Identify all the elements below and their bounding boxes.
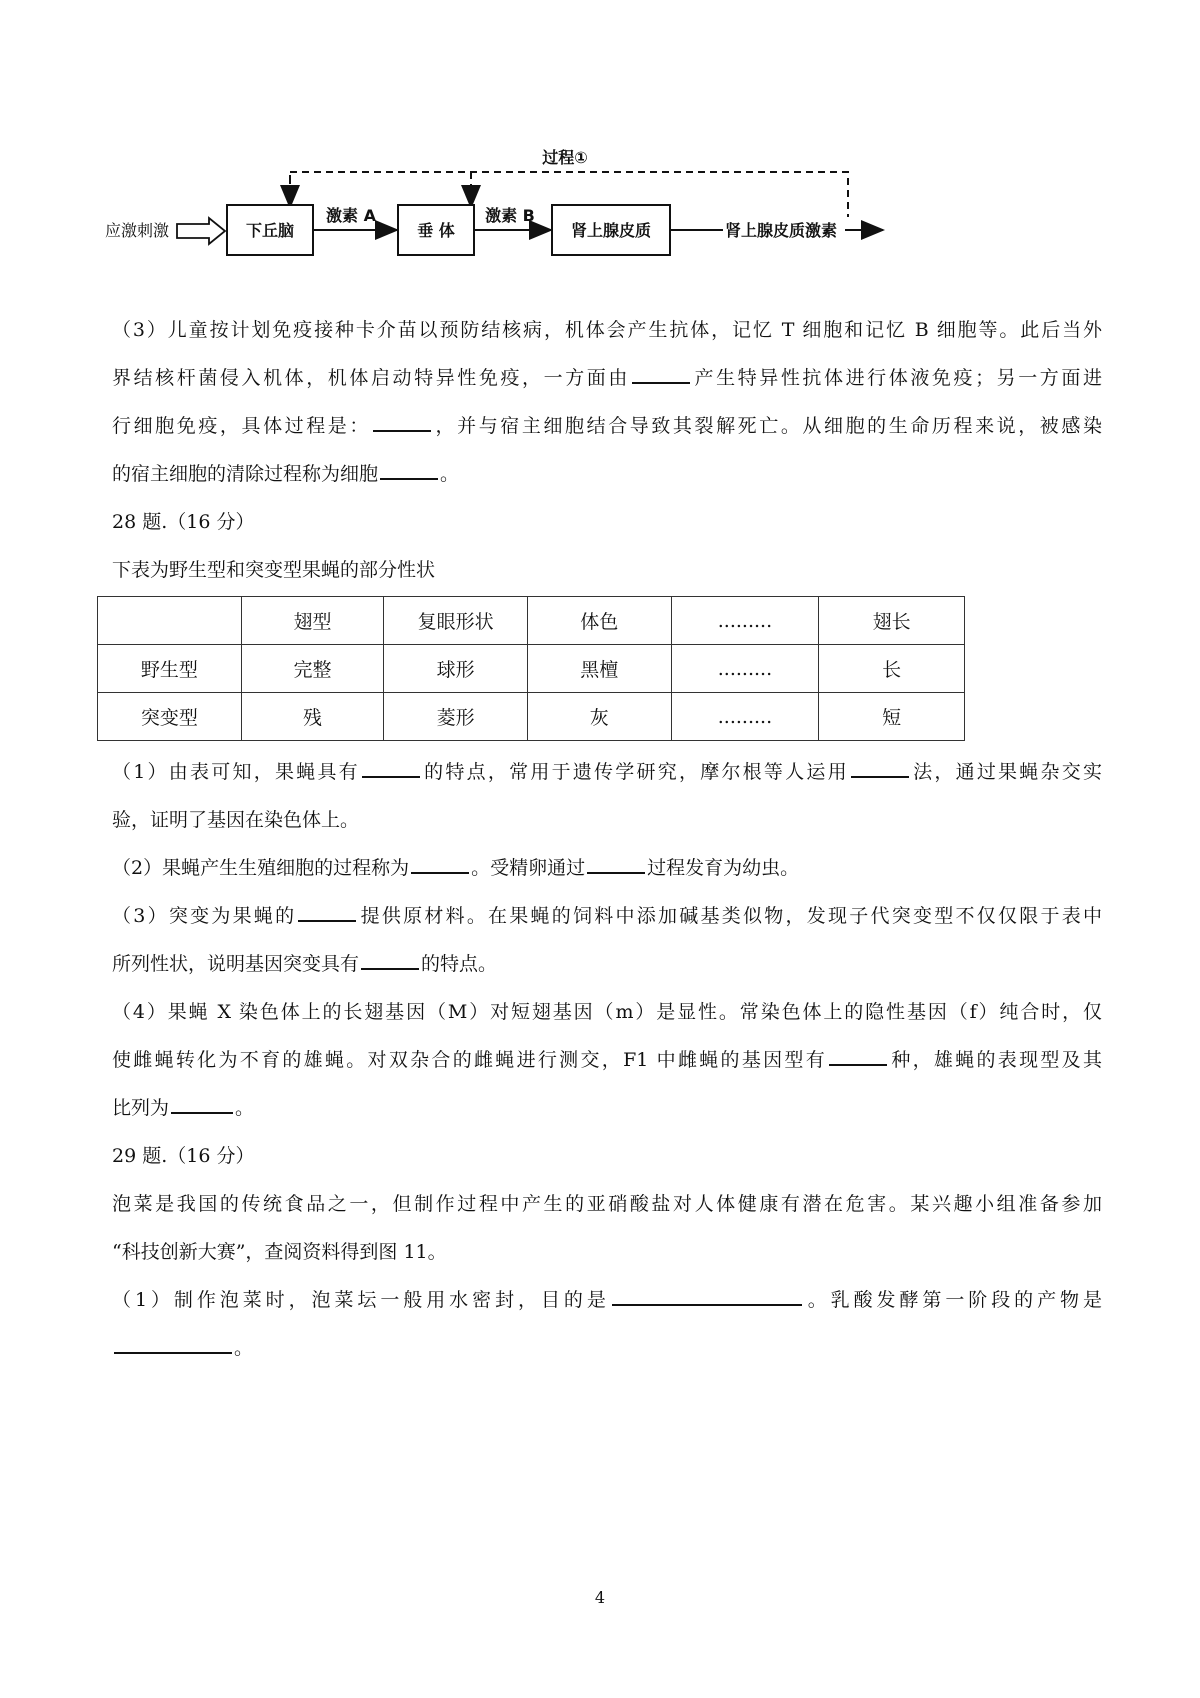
q28-heading: 28 题.（16 分）	[112, 511, 255, 533]
adrenal-cortex-label: 肾上腺皮质	[570, 221, 652, 240]
table-cell: 黑檀	[527, 645, 671, 693]
q28-intro: 下表为野生型和突变型果蝇的部分性状	[112, 559, 436, 581]
answer-blank	[612, 1284, 802, 1306]
table-cell: 翅型	[241, 597, 384, 645]
table-cell: 突变型	[98, 693, 242, 741]
q29-intro-line2: “科技创新大赛”，查阅资料得到图 11。	[112, 1241, 447, 1263]
table-cell: 体色	[527, 597, 671, 645]
q28-p4-line3: 比列为 。	[112, 1084, 1102, 1132]
hormone-b-label: 激素 B	[485, 206, 535, 225]
q28-p1-line1: （1）由表可知，果蝇具有 的特点，常用于遗传学研究，摩尔根等人运用 法，通过果蝇杂交实	[112, 748, 1102, 796]
q29-p1-line2: 。	[112, 1324, 1102, 1372]
answer-blank	[829, 1044, 887, 1066]
table-cell: 复眼形状	[384, 597, 528, 645]
table-header-row	[98, 597, 965, 645]
table-cell: 野生型	[98, 645, 242, 693]
traits-table	[97, 596, 965, 741]
q29-heading: 29 题.（16 分）	[112, 1145, 255, 1167]
answer-blank	[851, 756, 909, 778]
table-cell: 残	[241, 693, 384, 741]
q29-p1-line1: （1）制作泡菜时，泡菜坛一般用水密封，目的是 。乳酸发酵第一阶段的产物是	[112, 1276, 1102, 1324]
page-number: 4	[594, 1588, 606, 1607]
table-cell: .........	[671, 645, 819, 693]
answer-blank	[373, 410, 431, 432]
q27-line2: 界结核杆菌侵入机体，机体启动特异性免疫，一方面由 产生特异性抗体进行体液免疫；另一方面进	[112, 354, 1102, 402]
answer-blank	[632, 362, 690, 384]
answer-blank	[171, 1092, 233, 1114]
answer-blank	[361, 948, 419, 970]
table-cell: 翅长	[819, 597, 965, 645]
q28-parts	[112, 748, 1102, 1372]
output-label: 肾上腺皮质激素	[725, 221, 838, 240]
table-cell: 球形	[384, 645, 528, 693]
table-cell: 灰	[527, 693, 671, 741]
q28-p3-line2: 所列性状，说明基因突变具有 的特点。	[112, 940, 1102, 988]
answer-blank	[362, 756, 420, 778]
table-cell: 长	[819, 645, 965, 693]
answer-blank	[587, 852, 645, 874]
pituitary-label: 垂 体	[417, 221, 455, 240]
stimulus-label: 应激刺激	[105, 221, 170, 240]
q28-p3-line1: （3）突变为果蝇的 提供原材料。在果蝇的饲料中添加碱基类似物，发现子代突变型不仅仅限于表中	[112, 892, 1102, 940]
q28-p2: （2）果蝇产生生殖细胞的过程称为 。受精卵通过 过程发育为幼虫。	[112, 844, 1102, 892]
q29-intro-line1: 泡菜是我国的传统食品之一，但制作过程中产生的亚硝酸盐对人体健康有潜在危害。某兴趣小组准备参加	[112, 1193, 1102, 1215]
table-row	[98, 693, 965, 741]
table-cell: 完整	[241, 645, 384, 693]
table-row	[98, 645, 965, 693]
q27-part3	[112, 306, 1102, 594]
q28-p4-line1: （4）果蝇 X 染色体上的长翅基因（M）对短翅基因（m）是显性。常染色体上的隐性基因（f）纯合时，仅	[112, 1001, 1102, 1023]
answer-blank	[114, 1332, 232, 1354]
answer-blank	[380, 458, 438, 480]
q27-line3: 行细胞免疫，具体过程是： ，并与宿主细胞结合导致其裂解死亡。从细胞的生命历程来说，被感染	[112, 402, 1102, 450]
q27-line4: 的宿主细胞的清除过程称为细胞 。	[112, 450, 1102, 498]
q27-line1: （3）儿童按计划免疫接种卡介苗以预防结核病，机体会产生抗体，记忆 T 细胞和记忆 B 细胞等。此后当外	[112, 319, 1102, 341]
answer-blank	[411, 852, 469, 874]
hypothalamus-label: 下丘脑	[245, 221, 295, 240]
hollow-arrow	[177, 218, 225, 244]
answer-blank	[298, 900, 356, 922]
table-cell: 菱形	[384, 693, 528, 741]
process-label: 过程①	[542, 148, 588, 167]
table-cell: .........	[671, 693, 819, 741]
q28-p1-line2: 验，证明了基因在染色体上。	[112, 809, 360, 831]
table-cell: 短	[819, 693, 965, 741]
hormone-regulation-diagram	[105, 145, 985, 285]
table-cell	[98, 597, 242, 645]
hormone-a-label: 激素 A	[326, 206, 376, 225]
table-cell: .........	[671, 597, 819, 645]
q28-p4-line2: 使雌蝇转化为不育的雄蝇。对双杂合的雌蝇进行测交，F1 中雌蝇的基因型有 种，雄蝇的表现型及其	[112, 1036, 1102, 1084]
